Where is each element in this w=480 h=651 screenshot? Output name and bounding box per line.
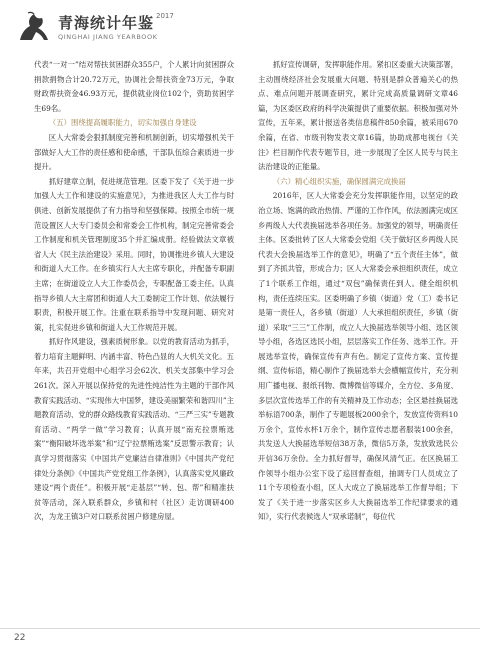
article-body [34,58,458,618]
page-number: 22 [14,633,26,643]
yearbook-header [16,8,216,48]
section-subheading: （五）围绕提高履职能力，切实加强自身建设 [48,118,197,128]
yearbook-subtitle: QINGHAI JIANG YEARBOOK [58,33,158,41]
horse-logo-icon [16,10,52,44]
paragraph: 抓好建章立制，促进规范管理。区委下发了《关于进一步加强人大工作和建设的实施意见》，为推进我区人大工作与时俱进、创新发展提供了有力指导和坚强保障。按照全市统一规范设置区人大专门委员会和常委会工作机构，制定完善常委会工作制度和机关管理制度35个并汇编成册。经验做法文章被省人大《民主法治建设》采用。同时，协调推进乡镇人大建设和街道人大工作。在乡镇实行人大主席专职化，并配备专职副主席；在街道设立人大工作委员会，专职配备工委主任。认真指导乡镇人大主席团和街道人大工委制定工作计划、依法履行职责，积极开展工作。注重在联系指导中发现问题、研究对策，扎实促进乡镇和街道人大工作规范开展。 [34,176,234,332]
footer-divider [0,628,480,629]
left-column [34,58,234,525]
paragraph: 代表“一对一”结对帮扶贫困群众355户，个人累计向贫困群众捐款捐物合计20.72万元，协调社会帮扶资金73万元，争取财政帮扶资金46.93万元，提供就业岗位102个，资助贫困学生69名。 [34,60,234,113]
paragraph: 2016年，区人大常委会充分发挥职能作用，以坚定的政治立场、饱满的政治热情、严谨的工作作风，依法圆满完成区乡两级人大代表换届选举各项任务。加强党的领导，明确责任主体。区委批转了区人大常委会党组《关于做好区乡两级人民代表大会换届选举工作的意见》，明确了“五个责任主体”，做到了齐抓共管，形成合力；区人大常委会承担组织责任，成立了1个联系工作组，通过“双包”确保责任到人。健全组织机构，责任连续压实。区委明确了乡镇（街道）党（工）委书记是第一责任人，各乡镇（街道）人大承担组织责任，乡镇（街道）采取“三三”工作制，成立人大换届选举领导小组、选区领导小组，各选区选民小组，层层落实工作任务、选举工作。开展选举宣传，确保宣传有声有色。制定了宣传方案、宣传提纲、宣传标语，精心制作了换届选举大会横幅宣传片，充分利用广播电视、报纸刊物、微博微信等媒介，全方位、多角度、多层次宣传选举工作的有关精神及工作动态；全区悬挂换届选举标语700条，制作了专题展板2000余个，发放宣传资料10万余个，宣传水杯1万余个，制作宣传志愿者服装100余套，共发送人大换届选举短信38万条，微信5万条，发放致选民公开信36万余份。全力抓好督导，确保风清气正。在区换届工作领导小组办公室下设了巡回督查组，抽调专门人员成立了11个专项检查小组，区人大成立了换届选举工作督导组；下发了《关于进一步落实区乡人大换届选举工作纪律要求的通知》，实行代表候选人“双承诺制”，每位代 [258,191,458,522]
section-subheading: （六）精心组织实施，确保圆满完成换届 [272,176,406,186]
paragraph: 区人大常委会狠抓制度完善和机制创新，切实增强机关干部做好人大工作的责任感和使命感，干部队伍综合素质进一步提升。 [34,132,234,172]
paragraph: 抓好宣传调研，发挥职能作用。紧扣区委重大决策部署，主动围绕经济社会发展重大问题、特别是群众普遍关心的热点、难点问题开展调查研究，累计完成高质量调研文章46篇，为区委区政府的科学决策提供了重要依据。积极加强对外宣传，五年来，累计报送各类信息稿件850余篇，被采用670余篇，在省、市级刊物发表文章16篇，协助成都电视台《关注》栏目制作代表专题节目，进一步展现了全区人民专与民主法治建设的正能量。 [258,60,458,172]
yearbook-year: 2017 [156,12,174,20]
right-column [258,58,458,525]
yearbook-title: 青海统计年鉴 [58,14,155,32]
paragraph: 抓好作风建设，强素质树形象。以党的教育活动为抓手，着力培育主题鲜明、内涵丰富、特色凸显的人大机关文化。五年来，共召开党组中心组学习会62次、机关支部集中学习会261次。深入开展以保持党的先进性纯洁性为主题的干部作风教育实践活动、“实现伟大中国梦，建设美丽繁荣和谐四川”主题教育活动、党的群众路线教育实践活动、“三严三实”专题教育活动、“两学一做”学习教育；认真开展“南充拉票贿选案”“衡阳破坏选举案”和“辽宁拉票贿选案”反思警示教育；认真学习贯彻落实《中国共产党廉洁自律准则》《中国共产党纪律处分条例》《中国共产党党组工作条例》，认真落实党风廉政建设“两个责任”。积极开展“走基层”“转、包、帮”和精准扶贫等活动，深入联系群众，乡镇和村（社区）走访调研400次，为龙王镇3户对口联系贫困户修建房屋。 [34,337,234,522]
